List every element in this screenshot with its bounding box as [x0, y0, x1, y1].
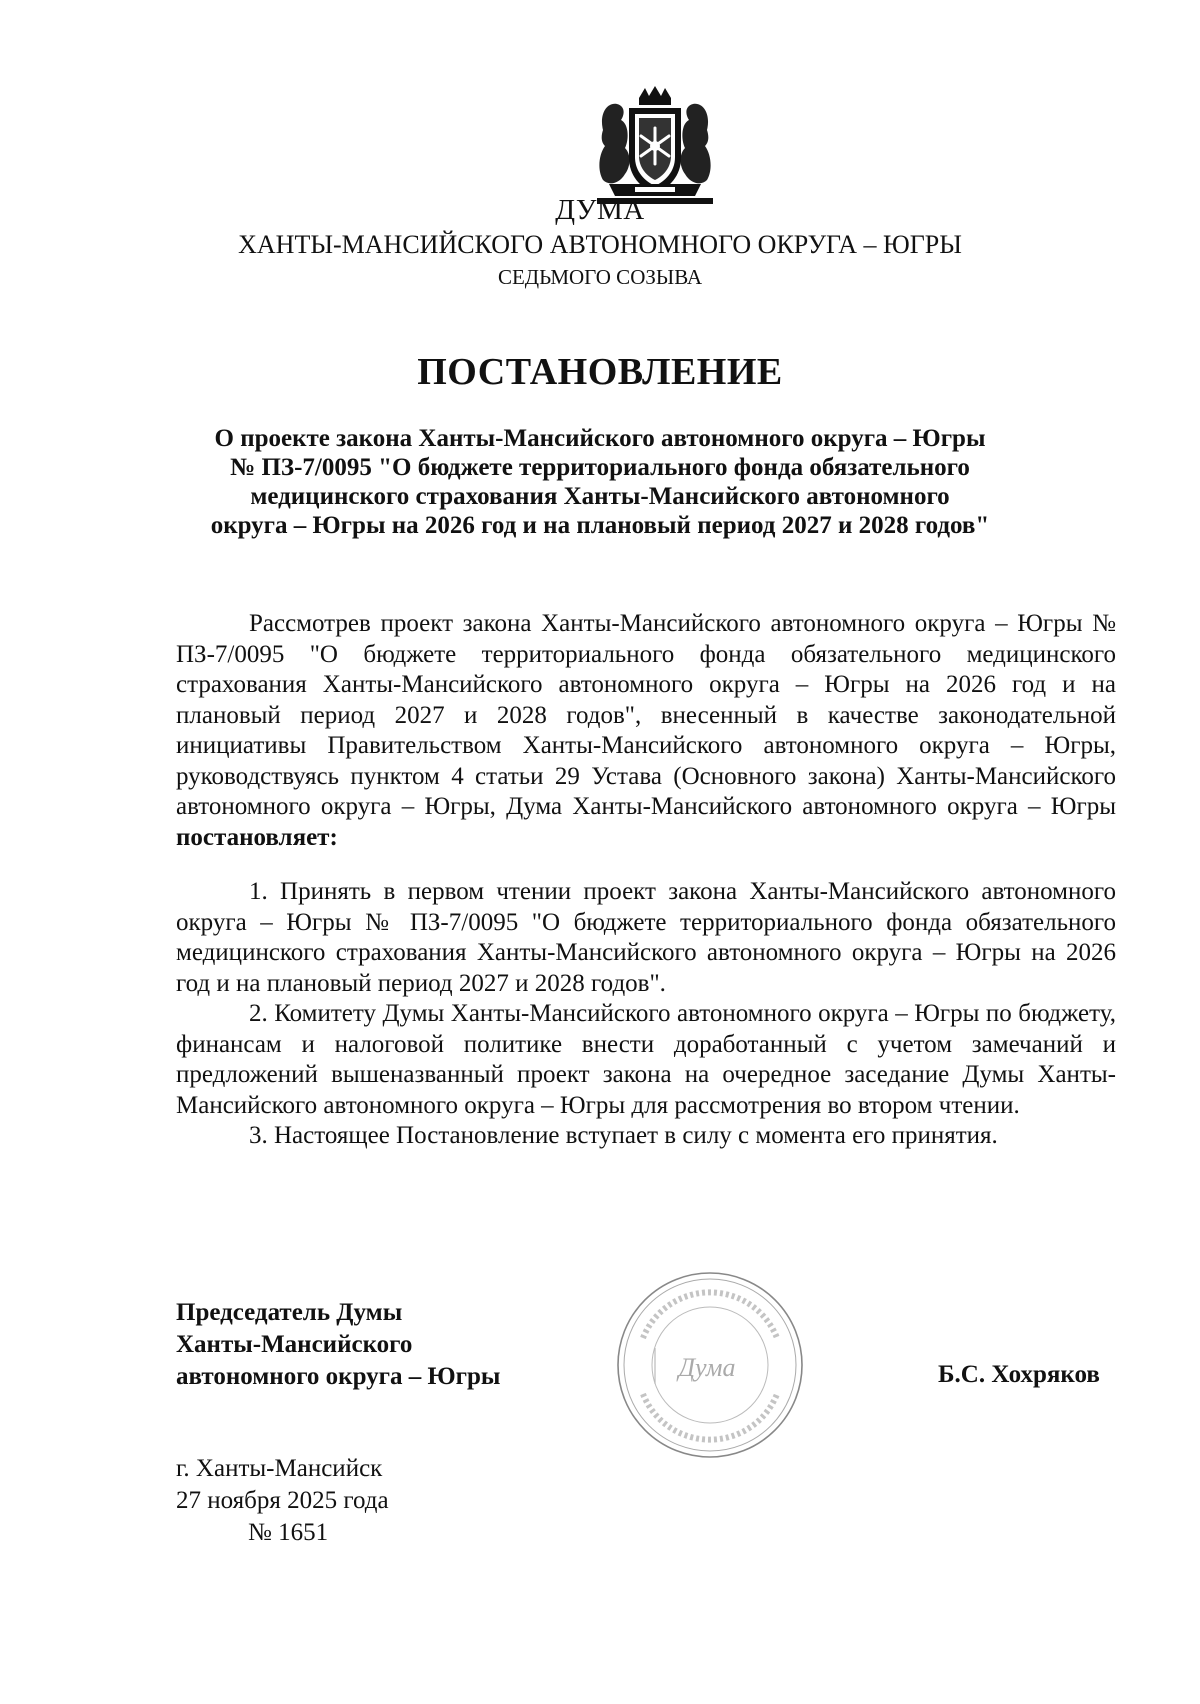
header-duma: ДУМА: [555, 194, 645, 226]
place-date-number: [176, 1453, 389, 1549]
signature-position-line: Председатель Думы: [176, 1299, 403, 1326]
subject-line: медицинского страхования Ханты-Мансийского автономного: [250, 483, 950, 510]
signature-position-line: Ханты-Мансийского: [176, 1331, 413, 1358]
point-3: 3. Настоящее Постановление вступает в силу с момента его принятия.: [249, 1122, 998, 1149]
document-number: № 1651: [248, 1519, 329, 1546]
subject-line: О проекте закона Ханты-Мансийского автономного округа – Югры: [214, 425, 986, 452]
header-convocation: СЕДЬМОГО СОЗЫВА: [497, 265, 703, 289]
point-1: 1. Принять в первом чтении проект закона Ханты-Мансийского автономного округа – Югры № ПЗ-7/0095 "О бюджете территориального фонда обязательного медицинского страхования Ханты-Мансийского автономного округа – Югры на 2026 год и на плановый период 2027 и 2028 годов".: [176, 878, 1116, 997]
header-okrug: ХАНТЫ-МАНСИЙСКОГО АВТОНОМНОГО ОКРУГА – ЮГРЫ: [238, 230, 962, 259]
subject-line: № ПЗ-7/0095 "О бюджете территориального фонда обязательного: [230, 454, 970, 481]
signature-position-line: автономного округа – Югры: [176, 1363, 501, 1390]
document-body: [176, 609, 1116, 1152]
city: г. Ханты-Мансийск: [176, 1455, 383, 1482]
preamble-resolves: постановляет:: [176, 823, 338, 851]
document-title: ПОСТАНОВЛЕНИЕ: [417, 351, 783, 393]
signature-position: [176, 1297, 500, 1393]
preamble-text: Рассмотрев проект закона Ханты-Мансийского автономного округа – Югры № ПЗ-7/0095 "О бюджете территориального фонда обязательного медицинского страхования Ханты-Мансийского автономного округа – Югры на 2026 год и на плановый период 2027 и 2028 годов", внесенный в качестве законодательной инициативы Правительством Ханты-Мансийского автономного округа – Югры, руководствуясь пунктом 4 статьи 29 Устава (Основного закона) Ханты-Мансийского автономного округа – Югры, Дума Ханты-Мансийского автономного округа – Югры: [176, 610, 1116, 820]
official-seal-stamp-icon: [613, 1268, 808, 1463]
date: 27 ноября 2025 года: [176, 1487, 389, 1514]
document-subject: [180, 424, 1020, 540]
seal-text: Дума: [678, 1353, 736, 1382]
point-2: 2. Комитету Думы Ханты-Мансийского автономного округа – Югры по бюджету, финансам и налоговой политике внести доработанный с учетом замечаний и предложений вышеназванный проект закона на очередное заседание Думы Ханты-Мансийского автономного округа – Югры для рассмотрения во втором чтении.: [176, 1000, 1116, 1119]
coat-of-arms-emblem-icon: [595, 84, 715, 206]
signatory-name: Б.С. Хохряков: [938, 1361, 1100, 1388]
subject-line: округа – Югры на 2026 год и на плановый период 2027 и 2028 годов": [210, 512, 990, 539]
preamble-paragraph: [176, 609, 1116, 853]
